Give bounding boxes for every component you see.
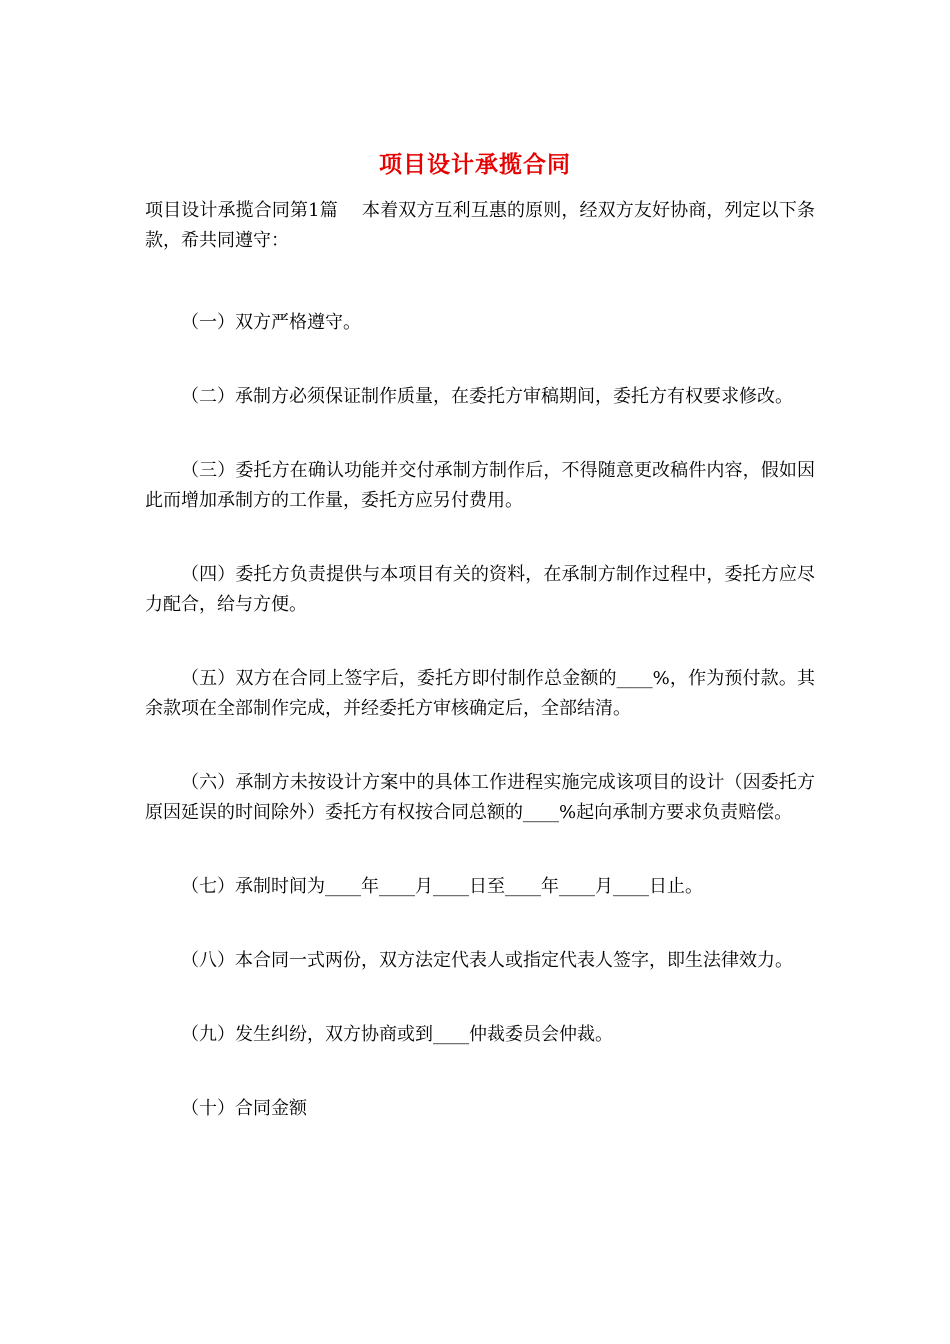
clause-2: （二）承制方必须保证制作质量，在委托方审稿期间，委托方有权要求修改。: [181, 386, 793, 407]
intro-heading: 项目设计承揽合同第1篇: [145, 200, 338, 221]
clause-10: （十）合同金额: [181, 1098, 307, 1119]
clause-9: （九）发生纠纷，双方协商或到____仲裁委员会仲裁。: [181, 1024, 613, 1045]
intro-paragraph: [145, 196, 815, 256]
document-body: [145, 196, 815, 1168]
clause-1: （一）双方严格遵守。: [181, 312, 361, 333]
clause-6: （六）承制方未按设计方案中的具体工作进程实施完成该项目的设计（因委托方原因延误的时间除外）委托方有权按合同总额的____%起向承制方要求负责赔偿。: [145, 772, 815, 823]
clause-4: （四）委托方负责提供与本项目有关的资料，在承制方制作过程中，委托方应尽力配合，给与方便。: [145, 564, 815, 615]
clause-7: （七）承制时间为____年____月____日至____年____月____日止。: [181, 876, 703, 897]
clause-3: （三）委托方在确认功能并交付承制方制作后，不得随意更改稿件内容，假如因此而增加承制方的工作量，委托方应另付费用。: [145, 460, 815, 511]
clause-8: （八）本合同一式两份，双方法定代表人或指定代表人签字，即生法律效力。: [181, 950, 793, 971]
clause-5: （五）双方在合同上签字后，委托方即付制作总金额的____%，作为预付款。其余款项在全部制作完成，并经委托方审核确定后，全部结清。: [145, 668, 815, 719]
intro-text: 本着双方互利互惠的原则，经双方友好协商，列定以下条款，希共同遵守：: [145, 200, 815, 251]
document-title: 项目设计承揽合同: [379, 152, 571, 178]
